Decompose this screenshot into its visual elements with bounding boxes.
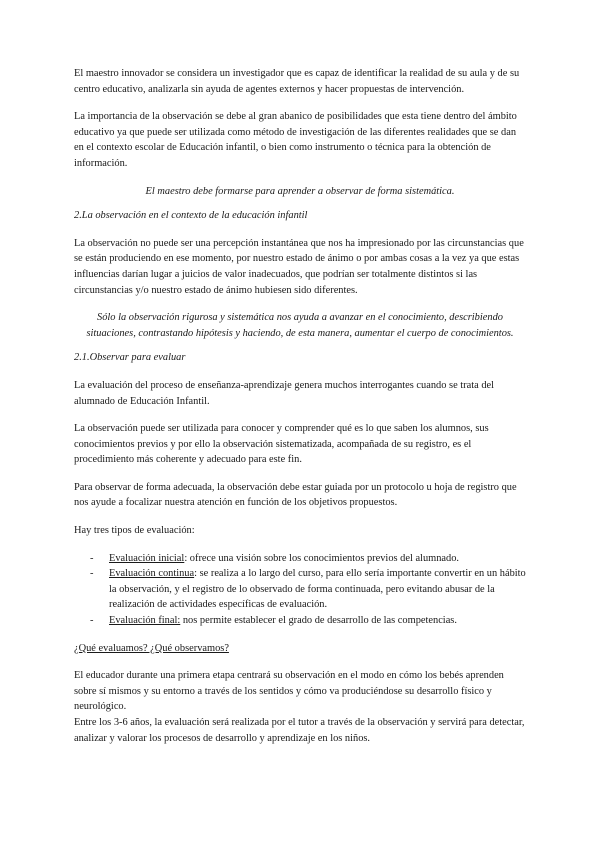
closing-paragraph-2: Entre los 3-6 años, la evaluación será realizada por el tutor a través de la observación y servirá para detectar, analizar y valorar los procesos de desarrollo y aprendizaje en los niños. bbox=[74, 717, 525, 744]
list-item bbox=[74, 566, 526, 613]
section-2-1-heading: 2.1.Observar para evaluar bbox=[74, 352, 186, 364]
quote-rigorous-observation: Sólo la observación rigurosa y sistemática nos ayuda a avanzar en el conocimiento, describiendo situaciones, contrastando hipótesis y haciendo, de esta manera, aumentar el cuerpo de conocimientos. bbox=[86, 312, 514, 339]
evaluation-paragraph-2: La observación puede ser utilizada para conocer y comprender qué es lo que saben los alumnos, sus conocimientos previos y por ello la observación sistematizada, acompañada de su registro, es el procedimiento más coherente y adecuado para este fin. bbox=[74, 423, 489, 466]
importance-paragraph: La importancia de la observación se debe al gran abanico de posibilidades que esta tiene dentro del ámbito educativo ya que puede ser utilizada como método de investigación de las diferentes realidades que se dan en el contexto escolar de Educación infantil, o bien como instrumento o técnica para la obtención de información. bbox=[74, 111, 517, 169]
closing-paragraph-1: El educador durante una primera etapa centrará su observación en el modo en cómo los bebés aprenden sobre sí mismos y su entorno a través de los sentidos y cómo va produciéndose su desarrollo físico y neurológico. bbox=[74, 670, 504, 713]
section-2-heading: 2.La observación en el contexto de la educación infantil bbox=[74, 210, 308, 222]
evaluation-type-description: : se realiza a lo largo del curso, para ello sería importante convertir en un hábito la observación, y el registro de lo observado de forma continuada, pero evitando abusar de la realización de actividades específicas de evaluación. bbox=[109, 568, 526, 611]
document-page bbox=[74, 66, 526, 746]
evaluation-types-list bbox=[74, 551, 526, 629]
evaluation-type-description: nos permite establecer el grado de desarrollo de las competencias. bbox=[180, 615, 457, 627]
evaluation-type-term: Evaluación continua bbox=[109, 568, 195, 580]
quote-systematic-observation: El maestro debe formarse para aprender a observar de forma sistemática. bbox=[145, 185, 455, 197]
bullet-dash: - bbox=[90, 615, 94, 627]
bullet-dash: - bbox=[90, 552, 94, 564]
list-item bbox=[74, 613, 526, 629]
evaluation-type-term: Evaluación inicial bbox=[109, 552, 185, 564]
evaluation-paragraph-3: Para observar de forma adecuada, la observación debe estar guiada por un protocolo u hoja de registro que nos ayude a focalizar nuestra atención en función de los objetivos propuestos. bbox=[74, 481, 517, 509]
list-item bbox=[74, 551, 526, 567]
evaluation-types-intro: Hay tres tipos de evaluación: bbox=[74, 525, 195, 537]
evaluation-type-description: : ofrece una visión sobre los conocimientos previos del alumnado. bbox=[184, 552, 460, 564]
questions-heading: ¿Qué evaluamos? ¿Qué observamos? bbox=[74, 642, 229, 654]
bullet-dash: - bbox=[90, 568, 94, 580]
intro-paragraph: El maestro innovador se considera un investigador que es capaz de identificar la realidad de su aula y de su centro educativo, analizarla sin ayuda de agentes externos y hacer propuestas de intervención. bbox=[74, 68, 520, 95]
evaluation-type-term: Evaluación final: bbox=[109, 615, 181, 627]
evaluation-paragraph-1: La evaluación del proceso de enseñanza-aprendizaje genera muchos interrogantes cuando se trata del alumnado de Educación Infantil. bbox=[74, 379, 495, 407]
section-2-paragraph: La observación no puede ser una percepción instantánea que nos ha impresionado por las circunstancias que se están produciendo en ese momento, por nuestro estado de ánimo o por ambas cosas a la vez ya que estas influencias darían lugar a juicios de valor inadecuados, que podrían ser totalmente distintos si las circunstancias y/o nuestro estado de ánimo hubiesen sido diferentes. bbox=[74, 237, 524, 296]
